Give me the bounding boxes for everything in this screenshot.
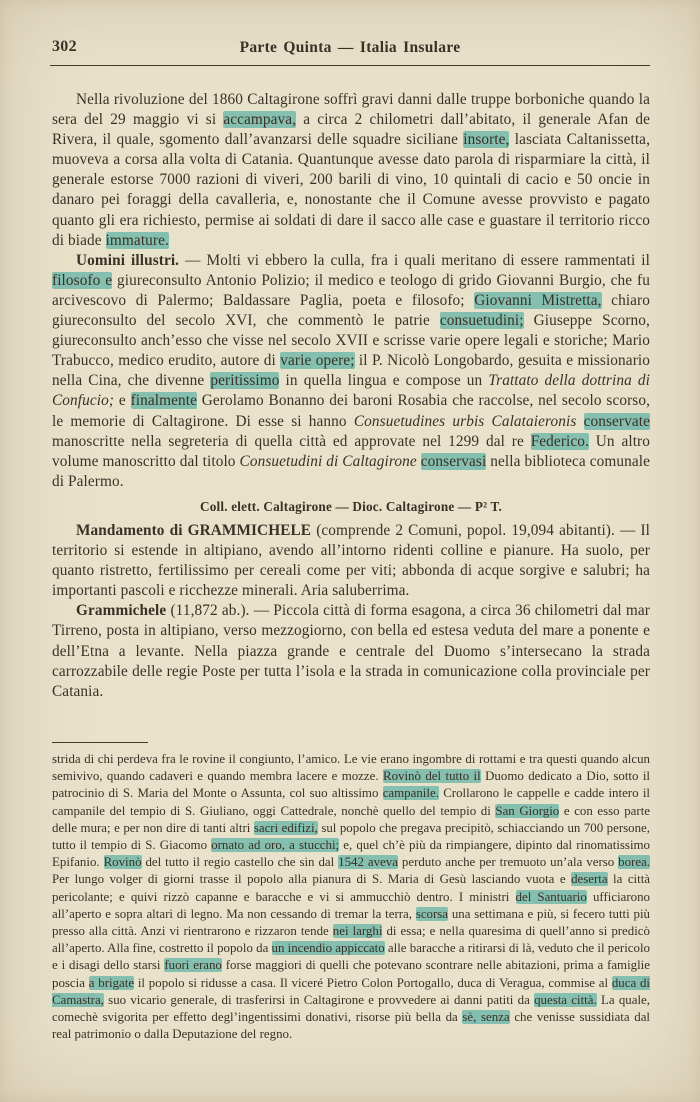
scan-stain-highlight: San Giorgio (495, 803, 560, 818)
text-segment: giureconsulto Antonio Polizio; il medico e teologo di grido Giovanni Burgio, che fu arcivescovo di Palermo; Baldassare Paglia, poeta e filosofo; (52, 271, 650, 309)
scan-stain-highlight: conservasi (420, 452, 487, 470)
scan-stain-highlight: fuori erano (164, 958, 222, 973)
scan-stain-highlight: duca di Camastra, (52, 975, 651, 1007)
scan-stain-highlight: Rovinò del tutto il (382, 769, 481, 784)
scan-stain-highlight: varie opere; (280, 352, 355, 370)
text-segment: il popolo si ridusse a casa. Il viceré Pietro Colon Portogallo, duca di Veragua, commise al (134, 975, 612, 990)
scan-stain-highlight: immature. (105, 231, 169, 249)
scan-stain-highlight: a brigate (88, 975, 135, 990)
scan-stain-highlight: sè, senza (462, 1010, 510, 1025)
text-segment: la città pericolante; e quivi rizzò capanne e baracche e vi si ammucchiò dentro. I ministri (52, 872, 651, 904)
footnote-paragraph (52, 751, 650, 1043)
text-segment: (comprende 2 Comuni, popol. 19,094 abitanti). — Il territorio si estende in altipiano, avendo all’intorno ridenti colline e pianure. Ha suolo, per quanto ristretto, fertilissimo per cereali come per viti; abbonda di acque sorgive e salubri; ha importanti pascoli e ricchezze minerali. Aria saluberrima. (52, 521, 650, 600)
text-segment: manoscritte nella segreteria di quella città ed approvate nel 1299 dal re (52, 432, 531, 450)
scan-stain-highlight: peritissimo (210, 372, 280, 390)
scan-stain-highlight: Federico. (530, 432, 589, 450)
scan-stain-highlight: deserta (571, 872, 608, 887)
body-paragraph (52, 251, 650, 492)
scan-stain-highlight: Rovinò (103, 855, 142, 870)
text-segment: Gerolamo Bonanno dei baroni Rosabia che raccolse, nel secolo scorso, le memorie di Caltagirone. Di esse si hanno (52, 392, 650, 430)
scan-stain-highlight: un incendio appiccato (271, 941, 385, 956)
scan-stain-highlight: campanile. (382, 786, 439, 801)
text-segment (576, 413, 583, 430)
body-paragraph (52, 521, 650, 601)
text-segment: Un altro volume manoscritto dal titolo (52, 432, 650, 470)
text-segment: Per lungo volger di giorni trasse il popolo alla pianura di S. Maria di Gesù lasciando vuota e (52, 872, 572, 887)
text-segment: a circa 2 chilometri dall’abitato, il generale Afan de Rivera, il quale, sgomento dall’avanzarsi delle squadre siciliane (52, 111, 650, 149)
scan-stain-highlight: nei larghi (332, 924, 383, 939)
text-segment: Crollarono le cappelle e cadde intero il campanile del tempio di S. Giuliano, oggi Cattedrale, nonchè quello del tempio di (52, 786, 650, 818)
text-segment: perduto anche per tremuoto un’ala verso (397, 855, 619, 870)
scan-stain-highlight: filosofo e (52, 271, 113, 289)
text-segment: Mandamento di GRAMMICHELE (76, 521, 312, 539)
text-segment: e, quel ch’è più da rimpiangere, dipinto dal rinomatissimo Epifanio. (52, 838, 650, 870)
text-segment: (11,872 ab.). — Piccola città di forma esagona, a circa 36 chilometri dal mar Tirreno, posta in altipiano, verso mezzogiorno, con bella ed estesa veduta del mare a ponente e dell’Etna a levante. Nella piazza grande e centrale del Duomo s’intersecano la strada carrozzabile delle regie Poste per tutta l’isola e la strada in comunicazione colla provinciale per Catania. (52, 602, 650, 700)
scan-stain-highlight: 1542 aveva (338, 855, 398, 870)
text-segment: Uomini illustri. (76, 251, 180, 269)
scan-stain-highlight: conservate (583, 412, 650, 430)
body-text (52, 90, 650, 742)
text-segment: una settimana e più, si fecero tutti più presso alla città. Anzi vi rientrarono e rizzaron tende (52, 906, 650, 939)
running-header: Parte Quinta — Italia Insulare (239, 39, 461, 56)
text-segment: strida di chi perdeva fra le rovine il congiunto, l’amico. Le vie erano ingombre di rottami e tra questi quando alcun semivivo, quando cadaveri e quando membra lacere e mozze. (52, 752, 650, 784)
header-rule (50, 65, 650, 66)
text-segment: forse maggiori di quelli che potevano scontrare nelle abitazioni, prima a famiglie poscia (52, 958, 650, 990)
text-segment: Consuetudines urbis Calataieronis (353, 412, 577, 430)
footnote-separator-rule (52, 742, 148, 743)
text-segment: — Molti vi ebbero la culla, fra i quali meritano di essere rammentati il (179, 251, 650, 269)
text-segment: alle baracche a ritirarsi di là, veduto che il pericolo e i disagi dello starsi (52, 941, 651, 973)
text-segment: di essa; e nella quaresima di quell’anno si predicò all’aperto. Alla fine, costretto il popolo da (52, 924, 650, 956)
text-segment: sul popolo che pregava precipitò, schiacciando un 700 persone, tutto il tempio di S. Giacomo (52, 820, 650, 853)
scan-stain-highlight: finalmente (130, 392, 197, 410)
electoral-college-line: Coll. elett. Caltagirone — Dioc. Caltagirone — P² T. (200, 498, 502, 514)
body-paragraph (52, 90, 650, 251)
footnote-text (52, 751, 650, 1043)
text-segment: nella biblioteca comunale di Palermo. (52, 452, 650, 490)
body-paragraph (52, 601, 650, 701)
text-segment: lasciata Caltanissetta, muoveva a corsa alla volta di Catania. Quantunque avesse dato parola di risparmiare la città, il generale estorse 7000 razioni di viveri, 200 barili di vino, 10 quintali di cacio e 50 oncie in danaro pei foraggi della cavalleria, e, nonostante che il Comune avesse provvisto e pagato quanto gli era richiesto, permise ai soldati di dare il sacco alle case e guastare il territorio ricco di biade (52, 131, 650, 249)
text-segment: Consuetudini di Caltagirone (239, 452, 417, 470)
text-segment: il P. Nicolò Longobardo, gesuita e missionario nella Cina, che divenne (52, 352, 650, 390)
page-header (50, 38, 650, 58)
scan-stain-highlight: borea. (618, 855, 651, 870)
scan-stain-highlight: sacri edifizi, (253, 820, 318, 835)
text-segment: ufficiarono all’aperto e sopra altari di legno. Ma non cessando di tremar la terra, (52, 889, 650, 921)
scan-stain-highlight: del Santuario (515, 889, 587, 904)
scan-stain-highlight: ornato ad oro, a stucchi; (211, 838, 340, 853)
scan-stain-highlight: Giovanni Mistretta, (474, 291, 602, 309)
page-number: 302 (52, 38, 77, 55)
scan-stain-highlight: questa città. (534, 992, 597, 1007)
scan-stain-highlight: accampava, (223, 111, 297, 129)
text-segment: suo vicario generale, di trasferirsi in Caltagirone e provvedere ai danni patiti da (103, 992, 535, 1007)
text-segment: e (114, 392, 131, 410)
text-segment: che venisse sussidiata dal real patrimonio o dalla Deputazione del regno. (52, 1010, 651, 1042)
text-segment: in quella lingua e compose un (279, 372, 489, 390)
scan-stain-highlight: consuetudini; (439, 312, 524, 330)
text-segment: Nella rivoluzione del 1860 Caltagirone soffrì gravi danni dalle truppe borboniche quando la sera del 29 maggio vi si (52, 91, 650, 129)
text-segment: Duomo dedicato a Dio, sotto il patrocinio di S. Maria del Monte o Assunta, col suo altissimo (52, 769, 650, 801)
text-segment: La quale, comechè svigorita per effetto degl’ingentissimi donativi, risorse più bella da (52, 992, 650, 1025)
text-segment: e con esso parte delle mura; e per non dire di tanti altri (52, 803, 650, 835)
scan-stain-highlight: insorte, (463, 131, 510, 149)
text-segment: Grammichele (76, 602, 167, 620)
text-segment: chiaro giureconsulto del secolo XVI, che commentò le patrie (52, 291, 650, 330)
text-segment: Giuseppe Scorno, giureconsulto anch’esso che visse nel secolo XVII e scrisse varie opere legali e storiche; Mario Trabucco, medico erudito, autore di (52, 312, 650, 370)
text-segment: del tutto il regio castello che sin dal (141, 855, 339, 870)
scan-stain-highlight: scorsa (415, 906, 449, 921)
text-segment: Trattato della dottrina di Confucio; (52, 372, 650, 410)
